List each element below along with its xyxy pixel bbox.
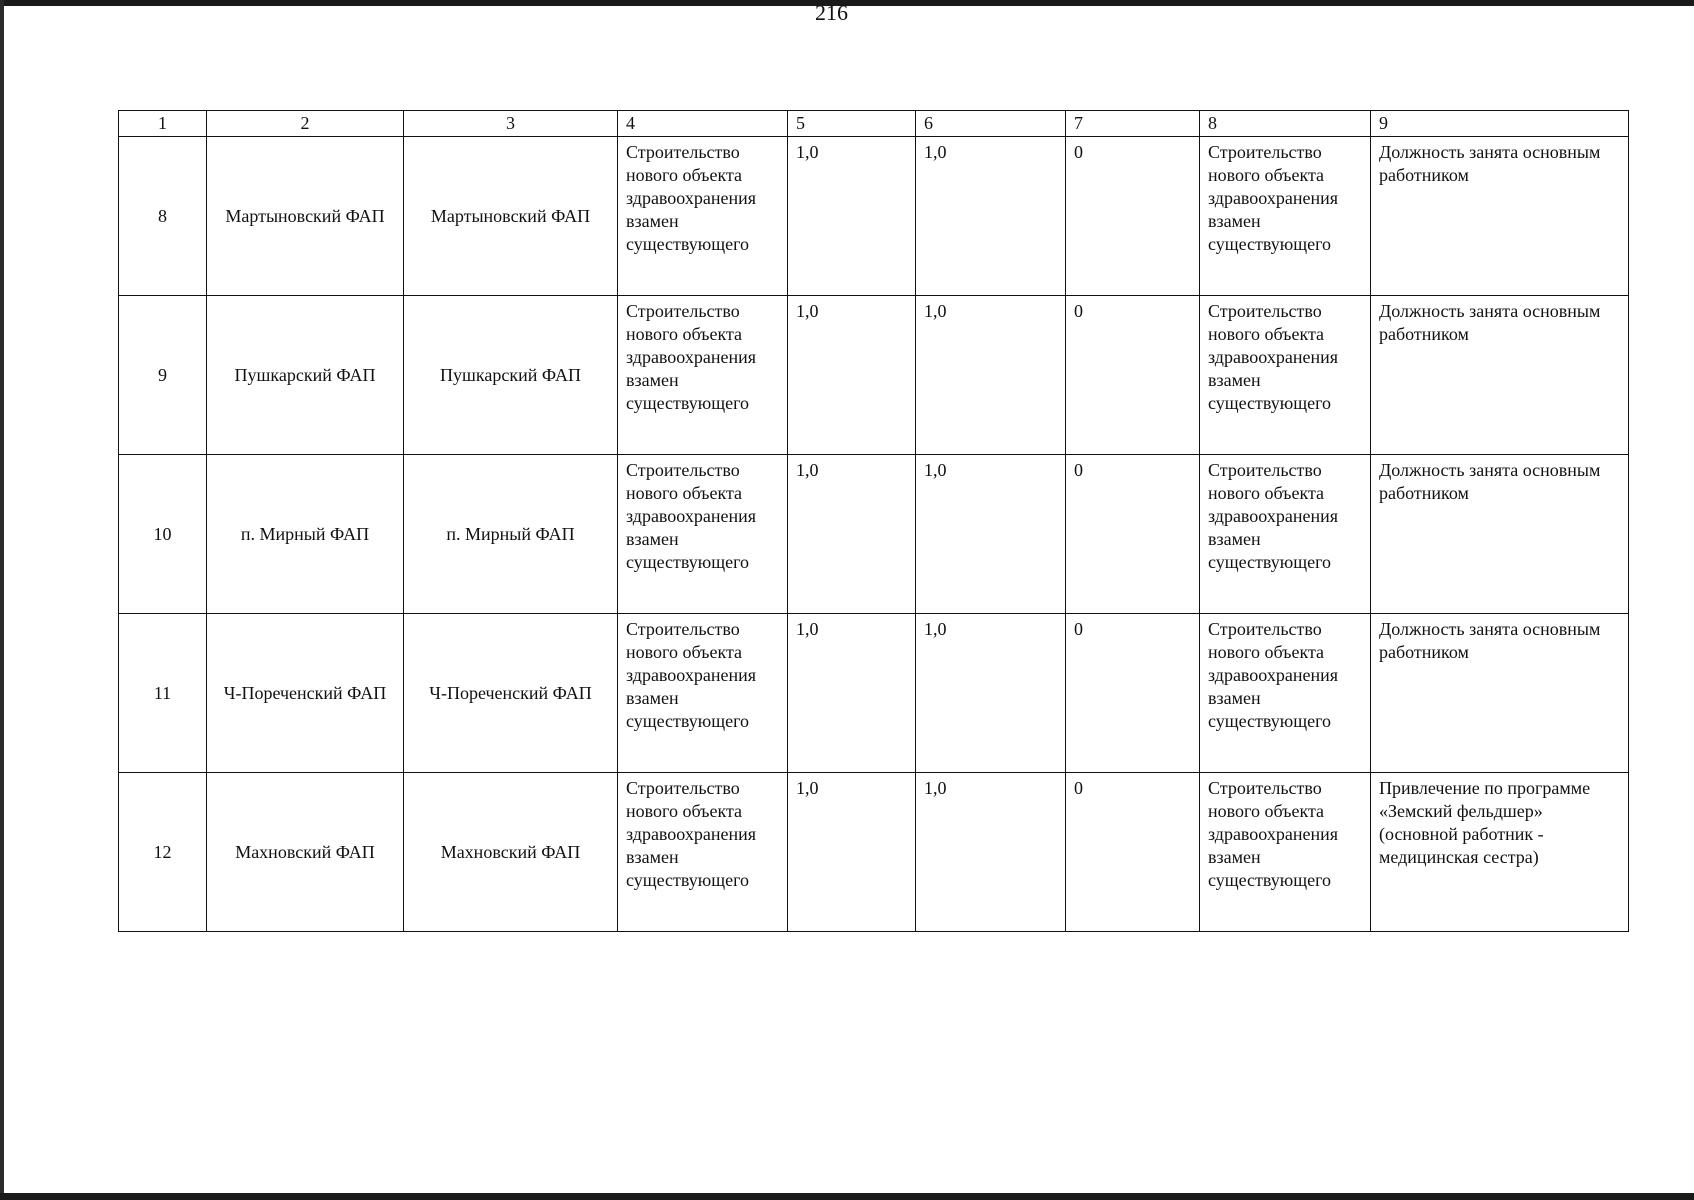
value-cell-7: 0 [1066,773,1200,932]
value-cell-7: 0 [1066,137,1200,296]
value-cell-6: 1,0 [916,614,1066,773]
description-cell: Строительство нового объекта здравоохранения взамен существующего [618,455,788,614]
description-cell: Строительство нового объекта здравоохранения взамен существующего [618,773,788,932]
table-row [119,614,1629,773]
value-cell-5: 1,0 [788,296,916,455]
page-number: 216 [815,0,848,25]
column-number: 1 [119,111,207,137]
facility-name: Пушкарский ФАП [207,296,404,455]
value-cell-6: 1,0 [916,773,1066,932]
scan-edge-bottom [0,1193,1694,1200]
column-number: 8 [1200,111,1371,137]
staffing-cell: Должность занята основным работником [1371,614,1629,773]
column-number: 2 [207,111,404,137]
staffing-cell: Должность занята основным работником [1371,137,1629,296]
description-cell: Строительство нового объекта здравоохранения взамен существующего [618,137,788,296]
value-cell-7: 0 [1066,455,1200,614]
table-row [119,773,1629,932]
data-table [118,110,1629,932]
column-number: 5 [788,111,916,137]
column-number: 9 [1371,111,1629,137]
facility-name: Махновский ФАП [207,773,404,932]
description-cell: Строительство нового объекта здравоохранения взамен существующего [618,296,788,455]
row-number: 9 [119,296,207,455]
column-number: 4 [618,111,788,137]
column-number: 7 [1066,111,1200,137]
row-number: 10 [119,455,207,614]
measure-cell: Строительство нового объекта здравоохранения взамен существующего [1200,137,1371,296]
value-cell-5: 1,0 [788,137,916,296]
facility-name-alt: Пушкарский ФАП [404,296,618,455]
measure-cell: Строительство нового объекта здравоохранения взамен существующего [1200,614,1371,773]
row-number: 11 [119,614,207,773]
facility-name: Ч-Пореченский ФАП [207,614,404,773]
value-cell-6: 1,0 [916,296,1066,455]
facility-name-alt: Ч-Пореченский ФАП [404,614,618,773]
facility-name: п. Мирный ФАП [207,455,404,614]
staffing-cell: Должность занята основным работником [1371,455,1629,614]
column-number: 3 [404,111,618,137]
value-cell-7: 0 [1066,614,1200,773]
facility-name-alt: Мартыновский ФАП [404,137,618,296]
scan-edge-left [0,0,4,1200]
value-cell-7: 0 [1066,296,1200,455]
measure-cell: Строительство нового объекта здравоохранения взамен существующего [1200,296,1371,455]
facility-name: Мартыновский ФАП [207,137,404,296]
value-cell-5: 1,0 [788,614,916,773]
column-number-row [119,111,1629,137]
value-cell-6: 1,0 [916,455,1066,614]
table-row [119,137,1629,296]
staffing-cell: Привлечение по программе «Земский фельдшер» (основной работник - медицинская сестра) [1371,773,1629,932]
facility-name-alt: п. Мирный ФАП [404,455,618,614]
value-cell-5: 1,0 [788,773,916,932]
row-number: 8 [119,137,207,296]
column-number: 6 [916,111,1066,137]
staffing-cell: Должность занята основным работником [1371,296,1629,455]
table-row [119,455,1629,614]
value-cell-6: 1,0 [916,137,1066,296]
row-number: 12 [119,773,207,932]
measure-cell: Строительство нового объекта здравоохранения взамен существующего [1200,773,1371,932]
facility-name-alt: Махновский ФАП [404,773,618,932]
table-row [119,296,1629,455]
measure-cell: Строительство нового объекта здравоохранения взамен существующего [1200,455,1371,614]
description-cell: Строительство нового объекта здравоохранения взамен существующего [618,614,788,773]
value-cell-5: 1,0 [788,455,916,614]
